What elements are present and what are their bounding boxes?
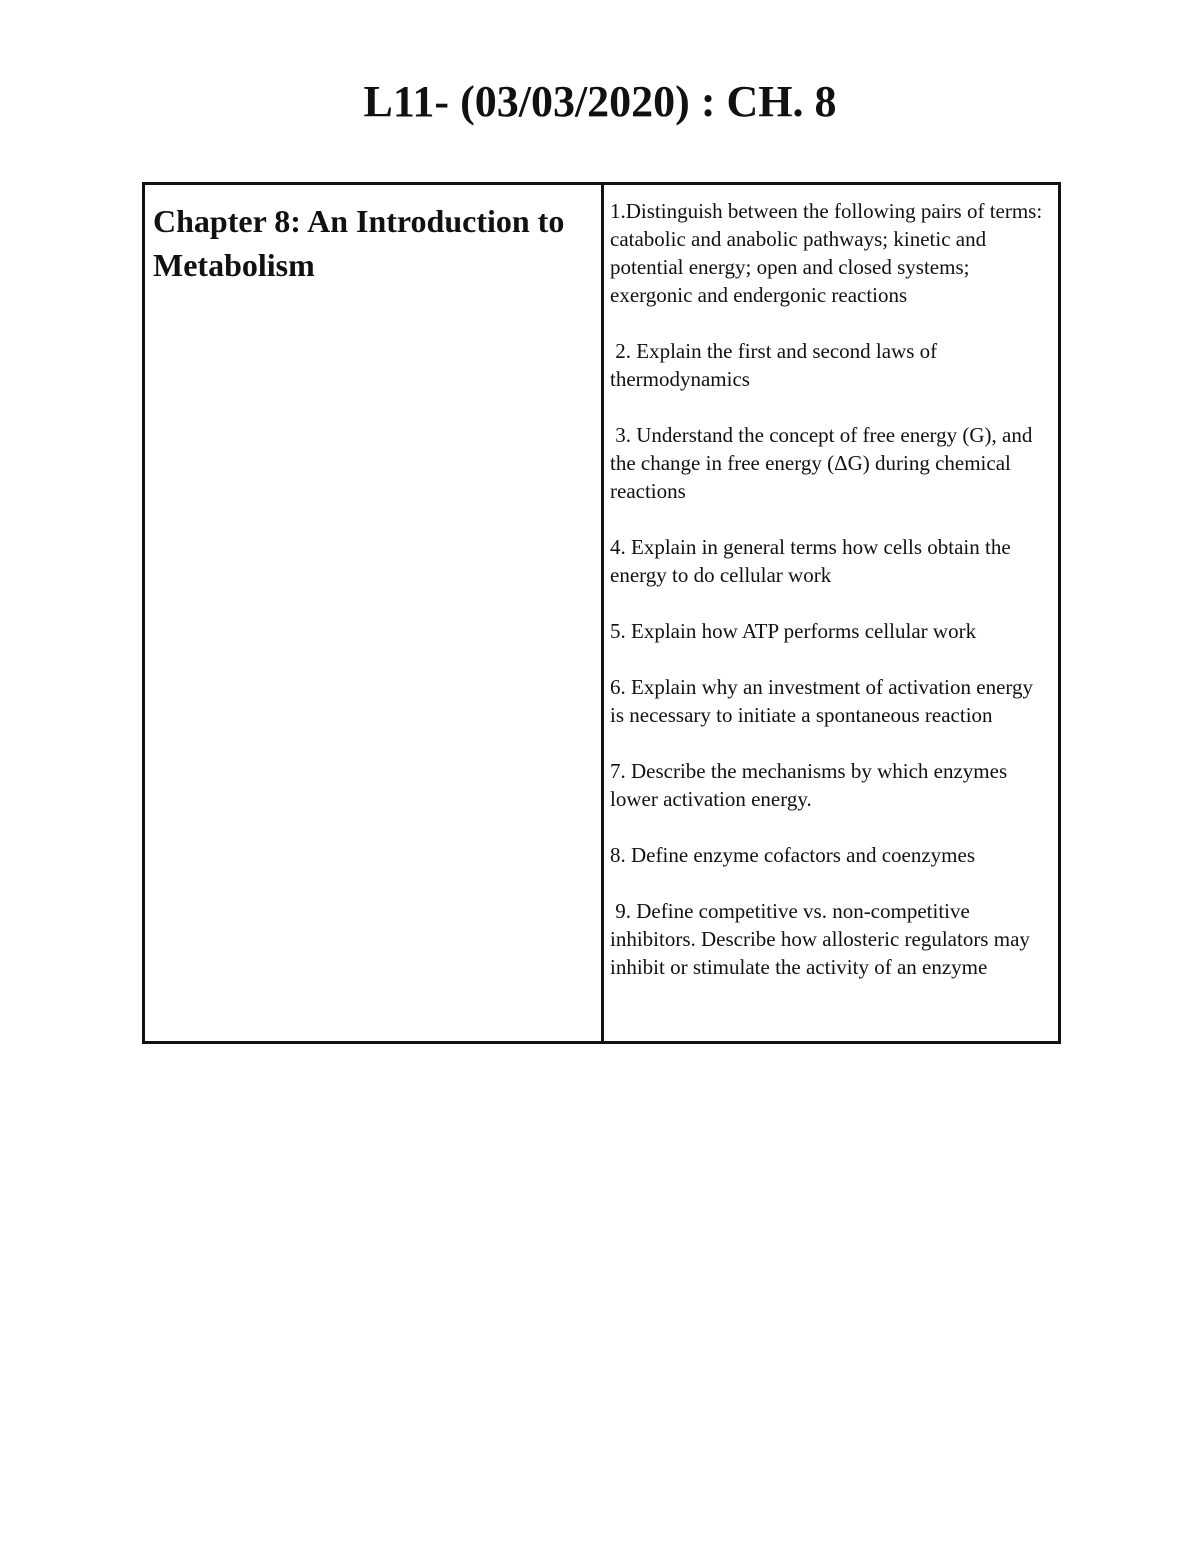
chapter-objectives-table — [142, 182, 1061, 1044]
page-title: L11- (03/03/2020) : CH. 8 — [363, 77, 837, 126]
objective-item: 3. Understand the concept of free energy (G), and the change in free energy (ΔG) during chemical reactions — [610, 423, 1038, 503]
objective-item: 1.Distinguish between the following pairs of terms: catabolic and anabolic pathways; kinetic and potential energy; open and closed systems; exergonic and endergonic reactions — [610, 199, 1048, 307]
objective-item: 2. Explain the first and second laws of thermodynamics — [610, 339, 943, 391]
chapter-cell — [145, 185, 604, 1041]
objective-item: 4. Explain in general terms how cells obtain the energy to do cellular work — [610, 535, 1016, 587]
chapter-title: Chapter 8: An Introduction to Metabolism — [153, 203, 565, 283]
objective-item: 9. Define competitive vs. non-competitive inhibitors. Describe how allosteric regulators may inhibit or stimulate the activity of an enzyme — [610, 899, 1036, 979]
objective-item: 7. Describe the mechanisms by which enzymes lower activation energy. — [610, 759, 1013, 811]
objectives-cell — [604, 185, 1058, 1041]
objective-item: 5. Explain how ATP performs cellular work — [610, 619, 977, 643]
objective-item: 8. Define enzyme cofactors and coenzymes — [610, 843, 975, 867]
objective-item: 6. Explain why an investment of activation energy is necessary to initiate a spontaneous reaction — [610, 675, 1039, 727]
